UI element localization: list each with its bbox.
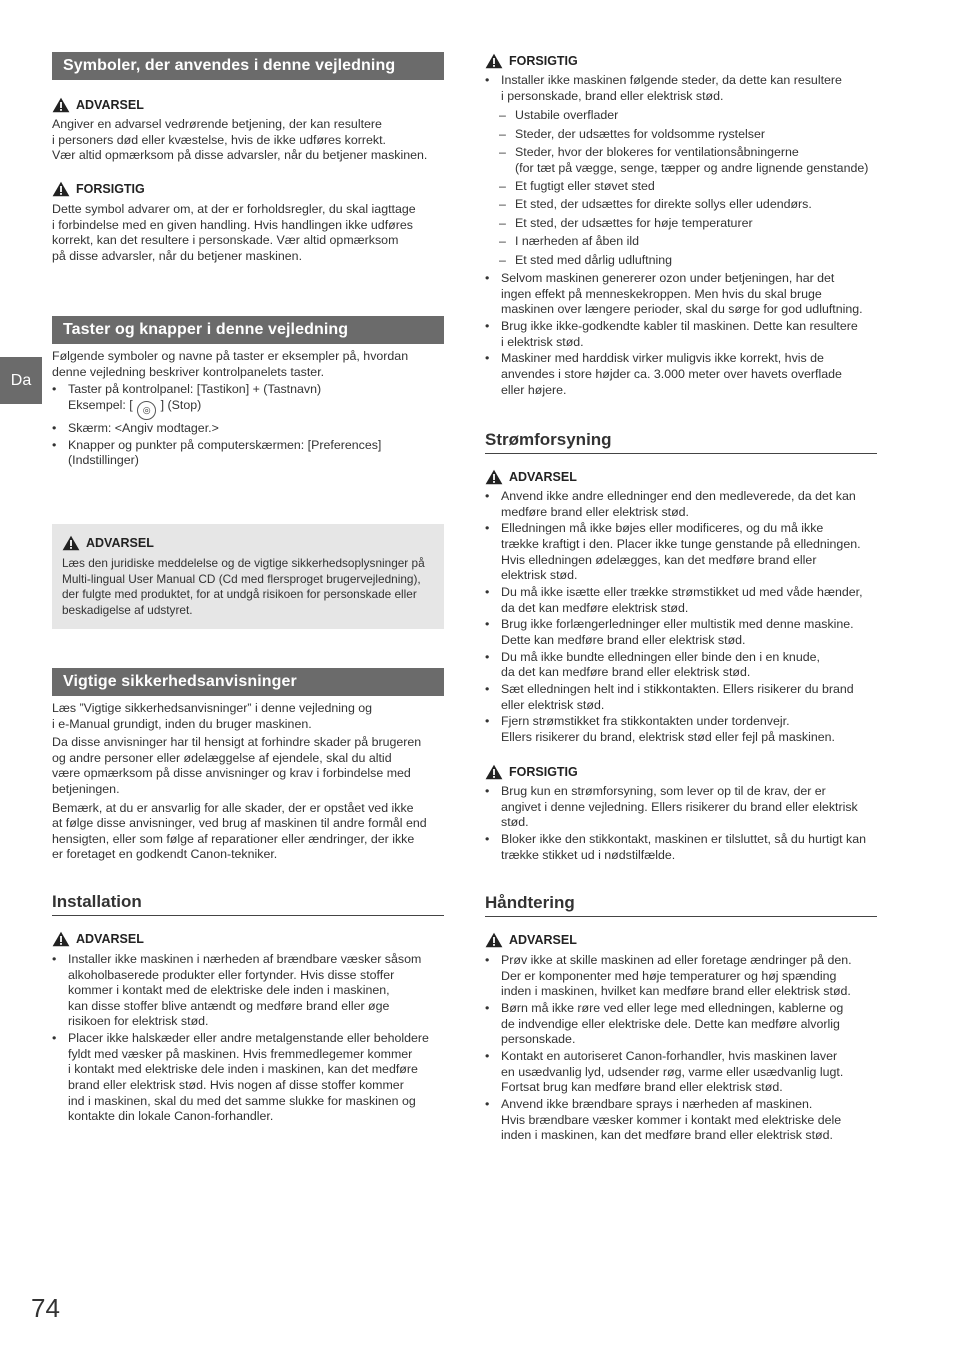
safety-paragraph: Læs ”Vigtige sikkerhedsanvisninger” i denne vejledning og i e-Manual grundigt, inden du bruger maskinen. (52, 701, 373, 731)
list-item: • Du må ikke bundte elledningen eller binde den i en knude, da det kan medføre brand eller elektrisk stød. (485, 650, 877, 681)
dash-item: – Et sted med dårlig udluftning (485, 253, 877, 269)
list-item: • Du må ikke isætte eller trække strømstikket ud med våde hænder, da det kan medføre elektrisk stød. (485, 585, 877, 616)
dash-item: – Steder, der udsættes for voldsomme rystelser (485, 127, 877, 143)
notice-label (62, 534, 434, 552)
power-caution-list (485, 784, 877, 864)
warning-label-text: ADVARSEL (76, 98, 144, 112)
power-caution-label (485, 763, 877, 781)
caution-triangle-icon (485, 53, 503, 69)
caution-label-text: FORSIGTIG (76, 182, 145, 196)
power-warning-label (485, 468, 877, 486)
keys-example-post: ] (Stop) (160, 397, 202, 412)
keys-item-panel: Taster på kontrolpanel: [Tastikon] + (Tastnavn) (68, 382, 322, 397)
caution-label (485, 52, 877, 70)
dash-item: – Et sted, der udsættes for høje temperaturer (485, 216, 877, 232)
list-item (52, 421, 444, 437)
section-bar-symbols: Symboler, der anvendes i denne vejledning (52, 52, 444, 80)
installation-list (52, 952, 444, 1126)
keys-item-screen: Skærm: <Angiv modtager.> (68, 420, 219, 435)
section-bar-keys: Taster og knapper i denne vejledning (52, 316, 444, 344)
installation-warning-label-text: ADVARSEL (76, 932, 144, 946)
keys-intro: Følgende symboler og navne på taster er eksempler på, hvordan denne vejledning beskriver kontrolpanelets taster. (52, 349, 409, 379)
dash-item: – Et fugtigt eller støvet sted (485, 179, 877, 195)
dash-item: – I nærheden af åben ild (485, 234, 877, 250)
language-tab: Da (0, 357, 42, 404)
safety-section (52, 701, 444, 863)
caution-description: Dette symbol advarer om, at der er forholdsregler, du skal iagttage i forbindelse med en given handling. Hvis handlingen ikke udføres korrekt, kan det resultere i personskade. Vær altid opmærksom på disse advarsler, når du betjener maskinen. (52, 202, 416, 263)
list-item: • Børn må ikke røre ved eller lege med elledningen, kablerne og de indvendige eller elektriske dele. Dette kan medføre alvorlig personskade. (485, 1001, 877, 1048)
power-warning-label-text: ADVARSEL (509, 470, 577, 484)
heading-installation: Installation (52, 892, 444, 916)
list-item: • Brug ikke forlængerledninger eller multistik med denne maskine. Dette kan medføre brand eller elektrisk stød. (485, 617, 877, 648)
list-item: • Placer ikke halskæder eller andre metalgenstande eller beholdere fyldt med væsker på maskinen. Hvis fremmedlegemer kommer i kontakt med elektriske dele inden i maskinen, kan det medføre brand eller elektrisk stød. Hvis nogen af disse stoffer kommer ind i maskinen, skal du med det samme slukke for maskinen og kontakte din lokale Canon-forhandler. (52, 1031, 444, 1125)
dash-item: – Et sted, der udsættes for direkte sollys eller udendørs. (485, 197, 877, 213)
list-item (52, 382, 444, 420)
list-item: • Brug kun en strømforsyning, som lever op til de krav, der er angivet i denne vejledning. Ellers risikerer du brand eller elektrisk stød. (485, 784, 877, 831)
caution-label (52, 180, 444, 198)
notice-box (52, 524, 444, 629)
list-item: • Anvend ikke brændbare sprays i nærheden af maskinen. Hvis brændbare væsker kommer i kontakt med elektriske dele inden i maskinen, kan det medføre brand eller elektrisk stød. (485, 1097, 877, 1144)
list-item: • Brug ikke ikke-godkendte kabler til maskinen. Dette kan resultere i elektrisk stød. (485, 319, 877, 350)
list-item: • Prøv ikke at skille maskinen ad eller foretage ændringer på den. Der er komponenter med høje temperaturer og høj spænding inden i maskinen, hvilket kan medføre brand eller elektrisk stød. (485, 953, 877, 1000)
safety-paragraph: Bemærk, at du er ansvarlig for alle skader, der er opstået ved ikke at følge disse anvisninger, ved brug af maskinen til andre formål end hensigten, eller som følge af reparationer eller ændringer, der ikke er foretaget en godkendt Canon-tekniker. (52, 800, 427, 862)
caution-triangle-icon (52, 181, 70, 197)
page-number: 74 (31, 1293, 60, 1323)
list-item (52, 438, 444, 469)
caution-installation-list (485, 73, 877, 399)
power-warning-list (485, 489, 877, 747)
section-bar-safety: Vigtige sikkerhedsanvisninger (52, 668, 444, 696)
list-item: • Kontakt en autoriseret Canon-forhandler, hvis maskinen laver en usædvanlig lyd, udsender røg, varme eller usædvanlig lugt. Fortsat brug kan medføre brand eller elektrisk stød. (485, 1049, 877, 1096)
notice-label-text: ADVARSEL (86, 536, 154, 550)
caution-triangle-icon (485, 764, 503, 780)
list-item: • Maskiner med harddisk virker muligvis ikke korrekt, hvis de anvendes i store højder ca. 3.000 meter over havets overflade eller højere. (485, 351, 877, 398)
list-item: • Fjern strømstikket fra stikkontakten under tordenvejr. Ellers risikerer du brand, elektrisk stød eller fejl på maskinen. (485, 714, 877, 745)
list-item: • Sæt elledningen helt ind i stikkontakten. Ellers risikerer du brand eller elektrisk stød. (485, 682, 877, 713)
warning-triangle-icon (52, 97, 70, 113)
installation-warning-label (52, 930, 444, 948)
notice-text: Læs den juridiske meddelelse og de vigtige sikkerhedsoplysninger på Multi-lingual User Manual CD (Cd med flersproget brugervejledning), der fulgte med produktet, for at undgå risikoen for personskade eller beskadigelse af udstyret. (62, 556, 425, 617)
warning-label (52, 96, 444, 114)
warning-triangle-icon (62, 535, 80, 551)
list-item: • Installer ikke maskinen følgende steder, da dette kan resultere i personskade, brand eller elektrisk stød. (485, 73, 877, 104)
keys-example-pre: Eksempel: [ (68, 397, 133, 412)
power-caution-label-text: FORSIGTIG (509, 765, 578, 779)
dash-item: – Steder, hvor der blokeres for ventilationsåbningerne (for tæt på vægge, senge, tæpper og andre lignende genstande) (485, 145, 877, 176)
list-item: • Bloker ikke den stikkontakt, maskinen er tilsluttet, så du hurtigt kan trække stikket ud i nødstilfælde. (485, 832, 877, 863)
warning-triangle-icon (485, 932, 503, 948)
list-item: • Installer ikke maskinen i nærheden af brændbare væsker såsom alkoholbaserede produkter eller fortynder. Hvis disse stoffer kommer i kontakt med de elektriske dele inden i maskinen, kan disse stoffer blive antændt og medføre brand eller øge risikoen for elektrisk stød. (52, 952, 444, 1030)
handling-list (485, 953, 877, 1145)
heading-power: Strømforsyning (485, 430, 877, 454)
warning-triangle-icon (52, 931, 70, 947)
list-item: • Anvend ikke andre elledninger end den medleverede, da det kan medføre brand eller elektrisk stød. (485, 489, 877, 520)
keys-section (52, 349, 444, 470)
caution-label-text: FORSIGTIG (509, 54, 578, 68)
dash-item: – Ustabile overflader (485, 108, 877, 124)
stop-key-icon: ◎ (137, 401, 156, 420)
list-item: • Elledningen må ikke bøjes eller modificeres, og du må ikke trække kraftigt i den. Placer ikke tunge genstande på elledningen. Hvis elledningen ødelægges, kan det medføre brand eller elektrisk stød. (485, 521, 877, 583)
list-item: • Selvom maskinen genererer ozon under betjeningen, har det ingen effekt på menneskekroppen. Men hvis du skal bruge maskinen over længere perioder, skal du sørge for god udluftning. (485, 271, 877, 318)
keys-item-computer: Knapper og punkter på computerskærmen: [Preferences] (Indstillinger) (68, 437, 382, 468)
warning-triangle-icon (485, 469, 503, 485)
heading-handling: Håndtering (485, 893, 877, 917)
warning-description: Angiver en advarsel vedrørende betjening, der kan resultere i personers død eller kvæstelse, hvis de ikke udføres korrekt. Vær altid opmærksom på disse advarsler, når du betjener maskinen. (52, 117, 428, 163)
handling-warning-label (485, 931, 877, 949)
handling-warning-label-text: ADVARSEL (509, 933, 577, 947)
safety-paragraph: Da disse anvisninger har til hensigt at forhindre skader på brugeren og andre personer eller ødelæggelse af ejendele, skal du altid være opmærksom på disse anvisninger og krav i forbindelse med betjeningen. (52, 735, 422, 796)
